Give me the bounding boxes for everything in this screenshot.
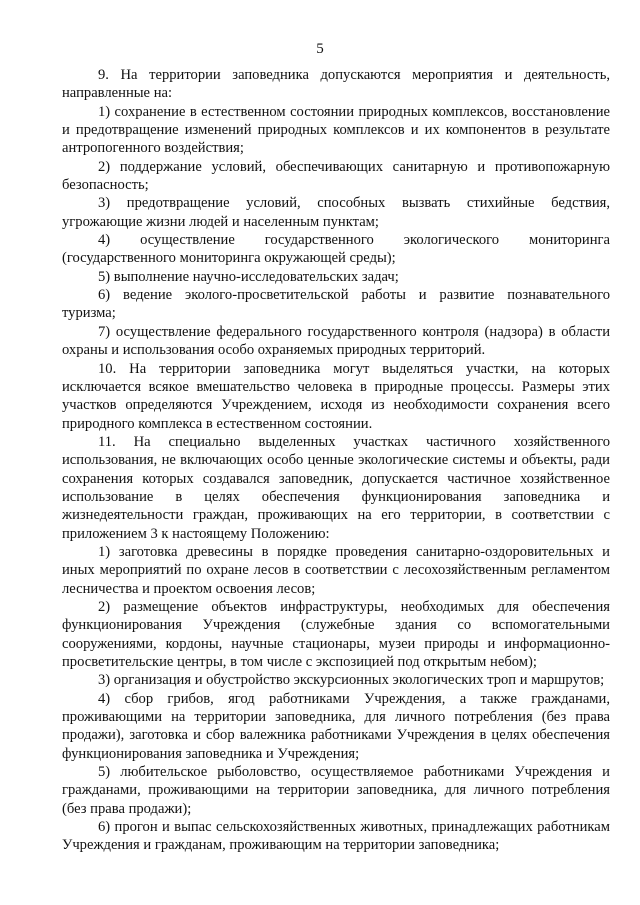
list-item-9-2: 2) поддержание условий, обеспечивающих санитарную и противопожарную безопасность; [62, 158, 610, 194]
list-item-9-1: 1) сохранение в естественном состоянии природных комплексов, восстановление и предотвращение изменений природных комплексов и их компонентов в результате антропогенного воздействия; [62, 103, 610, 157]
list-item-11-6: 6) прогон и выпас сельскохозяйственных животных, принадлежащих работникам Учреждения и гражданам, проживающим на территории заповедника; [62, 819, 610, 854]
list-item-11-2: 2) размещение объектов инфраструктуры, необходимых для обеспечения функционирования Учреждения (служебные здания со вспомогательными сооружениями, кордоны, научные стационары, музеи природы и информационно-просветительские центры, в том числе с экспозицией под открытым небом); [62, 598, 610, 670]
list-item-11-4: 4) сбор грибов, ягод работниками Учреждения, а также гражданами, проживающими на территории заповедника, для личного потребления (без права продажи), заготовка и сбор валежника работниками Учреждения в целях обеспечения функционирования заповедника и Учреждения; [62, 690, 610, 762]
list-item-9-4: 4) осуществление государственного экологического мониторинга (государственного мониторинга окружающей среды); [62, 232, 610, 267]
document-body [62, 66, 610, 855]
list-item-9-5: 5) выполнение научно-исследовательских задач; [98, 268, 399, 285]
list-item-11-5: 5) любительское рыболовство, осуществляемое работниками Учреждения и гражданами, проживающими на территории заповедника, для личного потребления (без права продажи); [62, 764, 610, 817]
list-item-9-3: 3) предотвращение условий, способных вызвать стихийные бедствия, угрожающие жизни людей и населенным пунктам; [62, 195, 610, 230]
paragraph-10: 10. На территории заповедника могут выделяться участки, на которых исключается всякое вмешательство человека в природные процессы. Размеры этих участков определяются Учреждением, исходя из необходимости сохранения всего природного комплекса в естественном состоянии. [62, 360, 610, 432]
paragraph-9: 9. На территории заповедника допускаются мероприятия и деятельность, направленные на: [62, 67, 610, 102]
list-item-11-1: 1) заготовка древесины в порядке проведения санитарно-оздоровительных и иных мероприятий по охране лесов в соответствии с лесохозяйственным регламентом лесничества и проектом освоения лесов; [62, 543, 610, 597]
list-item-9-7: 7) осуществление федерального государственного контроля (надзора) в области охраны и использования особо охраняемых природных территорий. [62, 323, 610, 359]
list-item-11-3: 3) организация и обустройство экскурсионных экологических троп и маршрутов; [98, 672, 605, 689]
list-item-9-6: 6) ведение эколого-просветительской работы и развитие познавательного туризма; [62, 287, 610, 322]
paragraph-11: 11. На специально выделенных участках частичного хозяйственного использования, не включающих особо ценные экологические системы и объекты, ради сохранения которых создавался заповедник, допускается частичное хозяйственное использование в целях обеспечения функционирования заповедника и жизнедеятельности граждан, проживающих на его территории, в соответствии с приложением 3 к настоящему Положению: [62, 433, 610, 542]
page-number: 5 [316, 41, 324, 57]
